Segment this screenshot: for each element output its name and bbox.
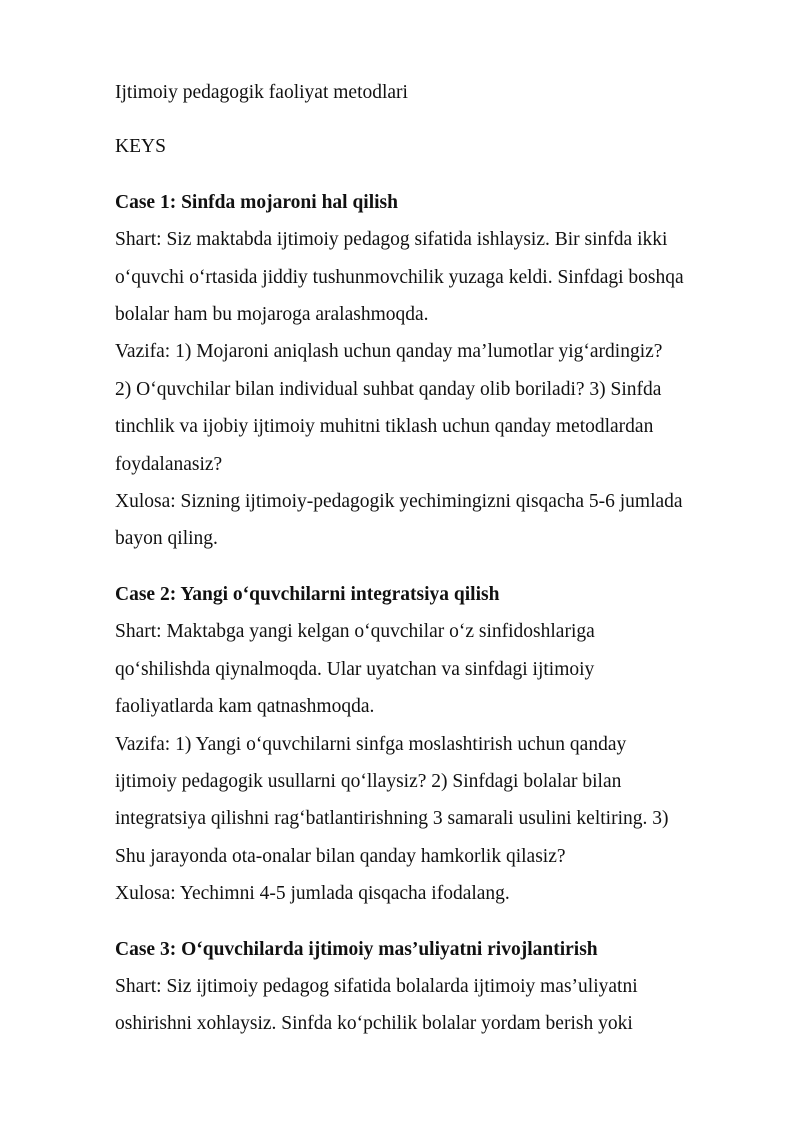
case-2 — [115, 576, 755, 913]
case-2-line: Xulosa: Yechimni 4-5 jumlada qisqacha ifodalang. — [115, 883, 510, 905]
case-1-line: bolalar ham bu mojaroga aralashmoqda. — [115, 304, 429, 326]
case-2-line: Shart: Maktabga yangi kelgan o‘quvchilar o‘z sinfidoshlariga — [115, 621, 595, 643]
case-2-line: faoliyatlarda kam qatnashmoqda. — [115, 696, 375, 718]
case-1 — [115, 184, 755, 558]
case-1-heading: Case 1: Sinfda mojaroni hal qilish — [115, 191, 398, 213]
case-2-line: Vazifa: 1) Yangi o‘quvchilarni sinfga moslashtirish uchun qanday — [115, 733, 627, 755]
case-2-line: Shu jarayonda ota-onalar bilan qanday hamkorlik qilasiz? — [115, 845, 566, 867]
case-2-line: integratsiya qilishni rag‘batlantirishning 3 samarali usulini keltiring. 3) — [115, 808, 669, 830]
case-1-line: bayon qiling. — [115, 528, 218, 550]
case-1-line: foydalanasiz? — [115, 453, 223, 475]
case-1-line: Shart: Siz maktabda ijtimoiy pedagog sifatida ishlaysiz. Bir sinfda ikki — [115, 229, 668, 251]
case-1-line: tinchlik va ijobiy ijtimoiy muhitni tiklash uchun qanday metodlardan — [115, 416, 654, 438]
case-2-line: qo‘shilishda qiynalmoqda. Ular uyatchan va sinfdagi ijtimoiy — [115, 658, 595, 680]
case-3 — [115, 931, 755, 1043]
case-2-line: ijtimoiy pedagogik usullarni qo‘llaysiz? 2) Sinfdagi bolalar bilan — [115, 770, 622, 792]
case-3-line: Shart: Siz ijtimoiy pedagog sifatida bolalarda ijtimoiy mas’uliyatni — [115, 975, 638, 997]
case-1-line: Xulosa: Sizning ijtimoiy-pedagogik yechimingizni qisqacha 5-6 jumlada — [115, 491, 683, 513]
case-3-heading: Case 3: O‘quvchilarda ijtimoiy mas’uliyatni rivojlantirish — [115, 938, 598, 960]
case-1-line: Vazifa: 1) Mojaroni aniqlash uchun qanday ma’lumotlar yig‘ardingiz? — [115, 341, 663, 363]
document-title: Ijtimoiy pedagogik faoliyat metodlari — [115, 82, 408, 103]
case-1-line: o‘quvchi o‘rtasida jiddiy tushunmovchilik yuzaga keldi. Sinfdagi boshqa — [115, 266, 684, 288]
case-3-line: oshirishni xohlaysiz. Sinfda ko‘pchilik bolalar yordam berish yoki — [115, 1013, 633, 1035]
case-2-heading: Case 2: Yangi o‘quvchilarni integratsiya qilish — [115, 583, 500, 605]
document-subtitle: KEYS — [115, 136, 166, 158]
case-1-line: 2) O‘quvchilar bilan individual suhbat qanday olib boriladi? 3) Sinfda — [115, 378, 662, 400]
document-page — [115, 74, 755, 1043]
